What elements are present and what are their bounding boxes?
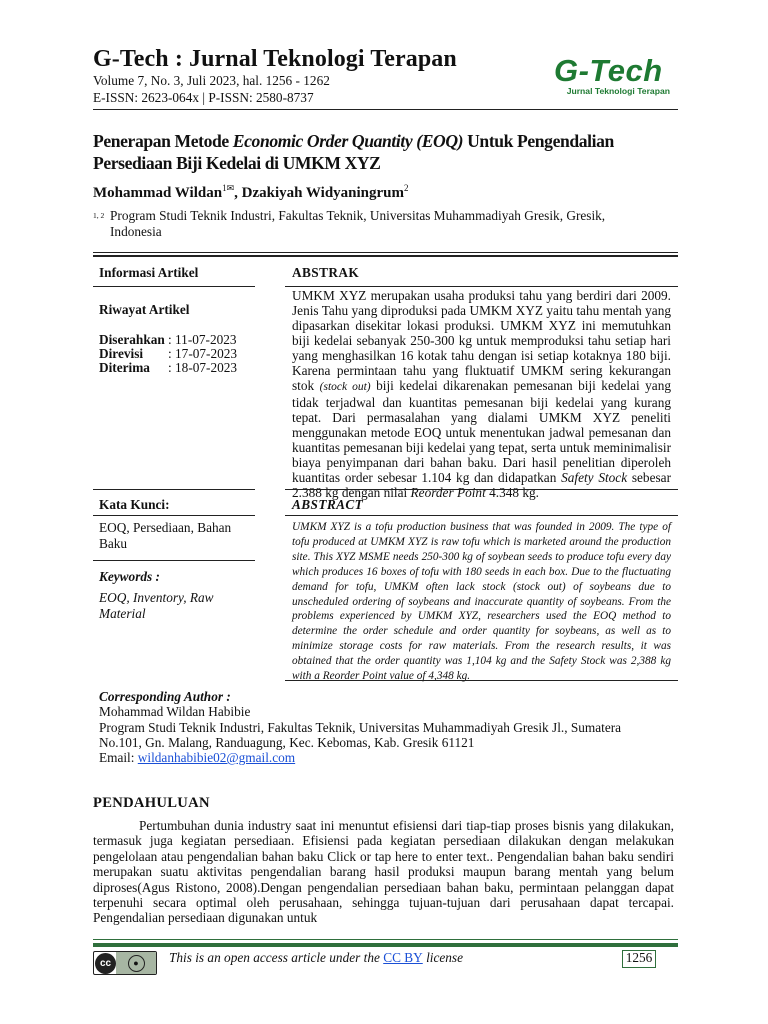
license-statement: This is an open access article under the CC BY license	[169, 950, 463, 965]
gtech-logo	[548, 54, 674, 96]
page-number: 1256	[620, 947, 658, 969]
corresponding-address: Program Studi Teknik Industri, Fakultas Teknik, Universitas Muhammadiyah Gresik Jl., Sumatera No.101, Gn. Malang, Randuagung, Kec. Kebomas, Kab. Gresik 61121	[99, 719, 622, 750]
intro-paragraph: Pertumbuhan dunia industry saat ini menuntut efisiensi dari tiap-tiap proses bisnis yang dilakukan, termasuk juga kegiatan persediaan. Efisiensi pada kegiatan persediaan dilakukan dengan melakukan pengelolaan atau pengendalian bahan baku Click or tap here to enter text.. Pengendalian bahan baku sendiri merupakan suatu aktivitas pengendalian barang hasil produksi maupun barang mentah yang belum diproses(Agus Ristono, 2008).Dengan pengendalian persediaan bahan baku, permintaan pelanggan dapat terpenuhi secara optimal oleh perusahaan, sehingga tujuan-tujuan dari perusahaan dapat tercapai. Pengendalian persediaan digunakan untuk	[93, 818, 674, 926]
corresponding-author	[99, 689, 659, 765]
abstract-divider-top	[285, 489, 678, 490]
journal-issn: E-ISSN: 2623-064x | P-ISSN: 2580-8737	[93, 90, 314, 105]
abstract-divider	[285, 515, 678, 516]
affiliation-marker: 1, 2	[93, 211, 105, 220]
abstract-divider-bottom	[285, 680, 678, 681]
cc-icon: cc	[95, 953, 116, 974]
info-divider	[93, 286, 255, 287]
corresponding-heading: Corresponding Author :	[99, 689, 231, 704]
section-heading: PENDAHULUAN	[93, 795, 210, 811]
date-submitted: Diserahkan : 11-07-2023	[99, 332, 237, 347]
abstrak-divider	[285, 286, 678, 287]
abstrak-text: UMKM XYZ merupakan usaha produksi tahu yang berdiri dari 2009. Jenis Tahu yang diproduksi pada UMKM XYZ yaitu tahu mentah yang dipasarkan disekitar lokasi produksi. UMKM XYZ ini memutuhkan biji kedelai sebanyak 250-300 kg untuk memproduksi tahu setiap hari yang menghasilkan 16 kotak tahu dengan isi setiap kotaknya 180 biji. Karena permintaan tahu yang fluktuatif UMKM sering kekurangan stok (stock out) biji kedelai dikarenakan pemesanan biji kedelai yang tidak terjadwal dan kuantitas pemesanan biji kedelai yang kurang tepat. Dari permasalahan yang dialami UMKM XYZ peneliti menggunakan metode EOQ untuk menentukan jadwal pemesanan dan kuantitas pemesanan biji kedelai yang tepat, serta untuk meminimalisir biaya penyimpanan dari bahan baku. Dari hasil penelitian diperoleh kuantitas order sebesar 1.104 kg dan didapatkan Safety Stock sebesar 2.388 kg dengan nilai Reorder Point 4.348 kg.	[292, 288, 672, 500]
abstract-heading: ABSTRACT	[292, 497, 364, 512]
keywords-en-divider-top	[93, 560, 255, 561]
logo-text: G-Tech	[554, 53, 663, 88]
abstract-text: UMKM XYZ is a tofu production business that was founded in 2009. The type of tofu produced at UMKM XYZ is raw tofu which is marketed around the production site. This XYZ MSME needs 250-300 kg of soybean seeds to produce tofu every day which produces 16 boxes of tofu with 180 seeds in each box. Due to the fluctuating demand for tofu, UMKM often lack stock (stock out) of soybeans due to unscheduled ordering of soybeans and inaccurate quantity of soybeans. From the problems experienced by UMKM XYZ, researchers used the EOQ method to determine the order schedule and order quantity for soybeans, as well as to minimize storage costs for raw materials. From the research results, it was obtained that the order quantity was 1,104 kg and the Safety Stock was 2,388 kg with a Reorder Point value of 4,348 kg.	[292, 521, 671, 683]
cc-by-link[interactable]: CC BY	[383, 950, 423, 965]
author-list: Mohammad Wildan$^{1✉}$, Dzakiyah Widyaningrum$^2$	[93, 183, 409, 201]
corresponding-name: Mohammad Wildan Habibie	[99, 704, 251, 720]
section-divider-thin	[93, 252, 678, 253]
abstrak-heading: ABSTRAK	[292, 265, 360, 280]
keywords-divider	[93, 515, 255, 516]
logo-subtitle: Jurnal Teknologi Terapan	[566, 86, 670, 96]
date-accepted: Diterima : 18-07-2023	[99, 360, 238, 375]
section-divider-thick	[93, 255, 678, 257]
cc-license-badge[interactable]	[93, 951, 157, 975]
keywords-en-heading: Keywords :	[99, 569, 160, 584]
keywords-id-heading: Kata Kunci:	[99, 497, 170, 512]
by-person-icon: ●	[128, 955, 145, 972]
history-heading: Riwayat Artikel	[99, 302, 190, 317]
corresponding-email-line: Email: wildanhabibie02@gmail.com	[99, 750, 296, 766]
keywords-en: EOQ, Inventory, Raw Material	[99, 590, 214, 621]
keywords-divider-top	[93, 489, 255, 490]
date-revised: Direvisi : 17-07-2023	[99, 346, 238, 361]
affiliation: Program Studi Teknik Industri, Fakultas Teknik, Universitas Muhammadiyah Gresik, Gresik, Indonesia	[110, 208, 606, 239]
journal-volume: Volume 7, No. 3, Juli 2023, hal. 1256 - 1262	[93, 73, 330, 88]
keywords-id: EOQ, Persediaan, Bahan Baku	[99, 520, 232, 551]
header-divider	[93, 109, 678, 110]
footer-divider-thick	[93, 943, 678, 947]
by-icon	[116, 952, 156, 974]
article-title: Penerapan Metode Economic Order Quantity (EOQ) Untuk Pengendalian Persediaan Biji Kedelai di UMKM XYZ	[93, 131, 614, 173]
email-link[interactable]: wildanhabibie02@gmail.com	[137, 750, 296, 766]
footer-divider-thin	[93, 939, 678, 940]
journal-title: G-Tech : Jurnal Teknologi Terapan	[93, 46, 457, 72]
info-heading: Informasi Artikel	[99, 265, 199, 280]
